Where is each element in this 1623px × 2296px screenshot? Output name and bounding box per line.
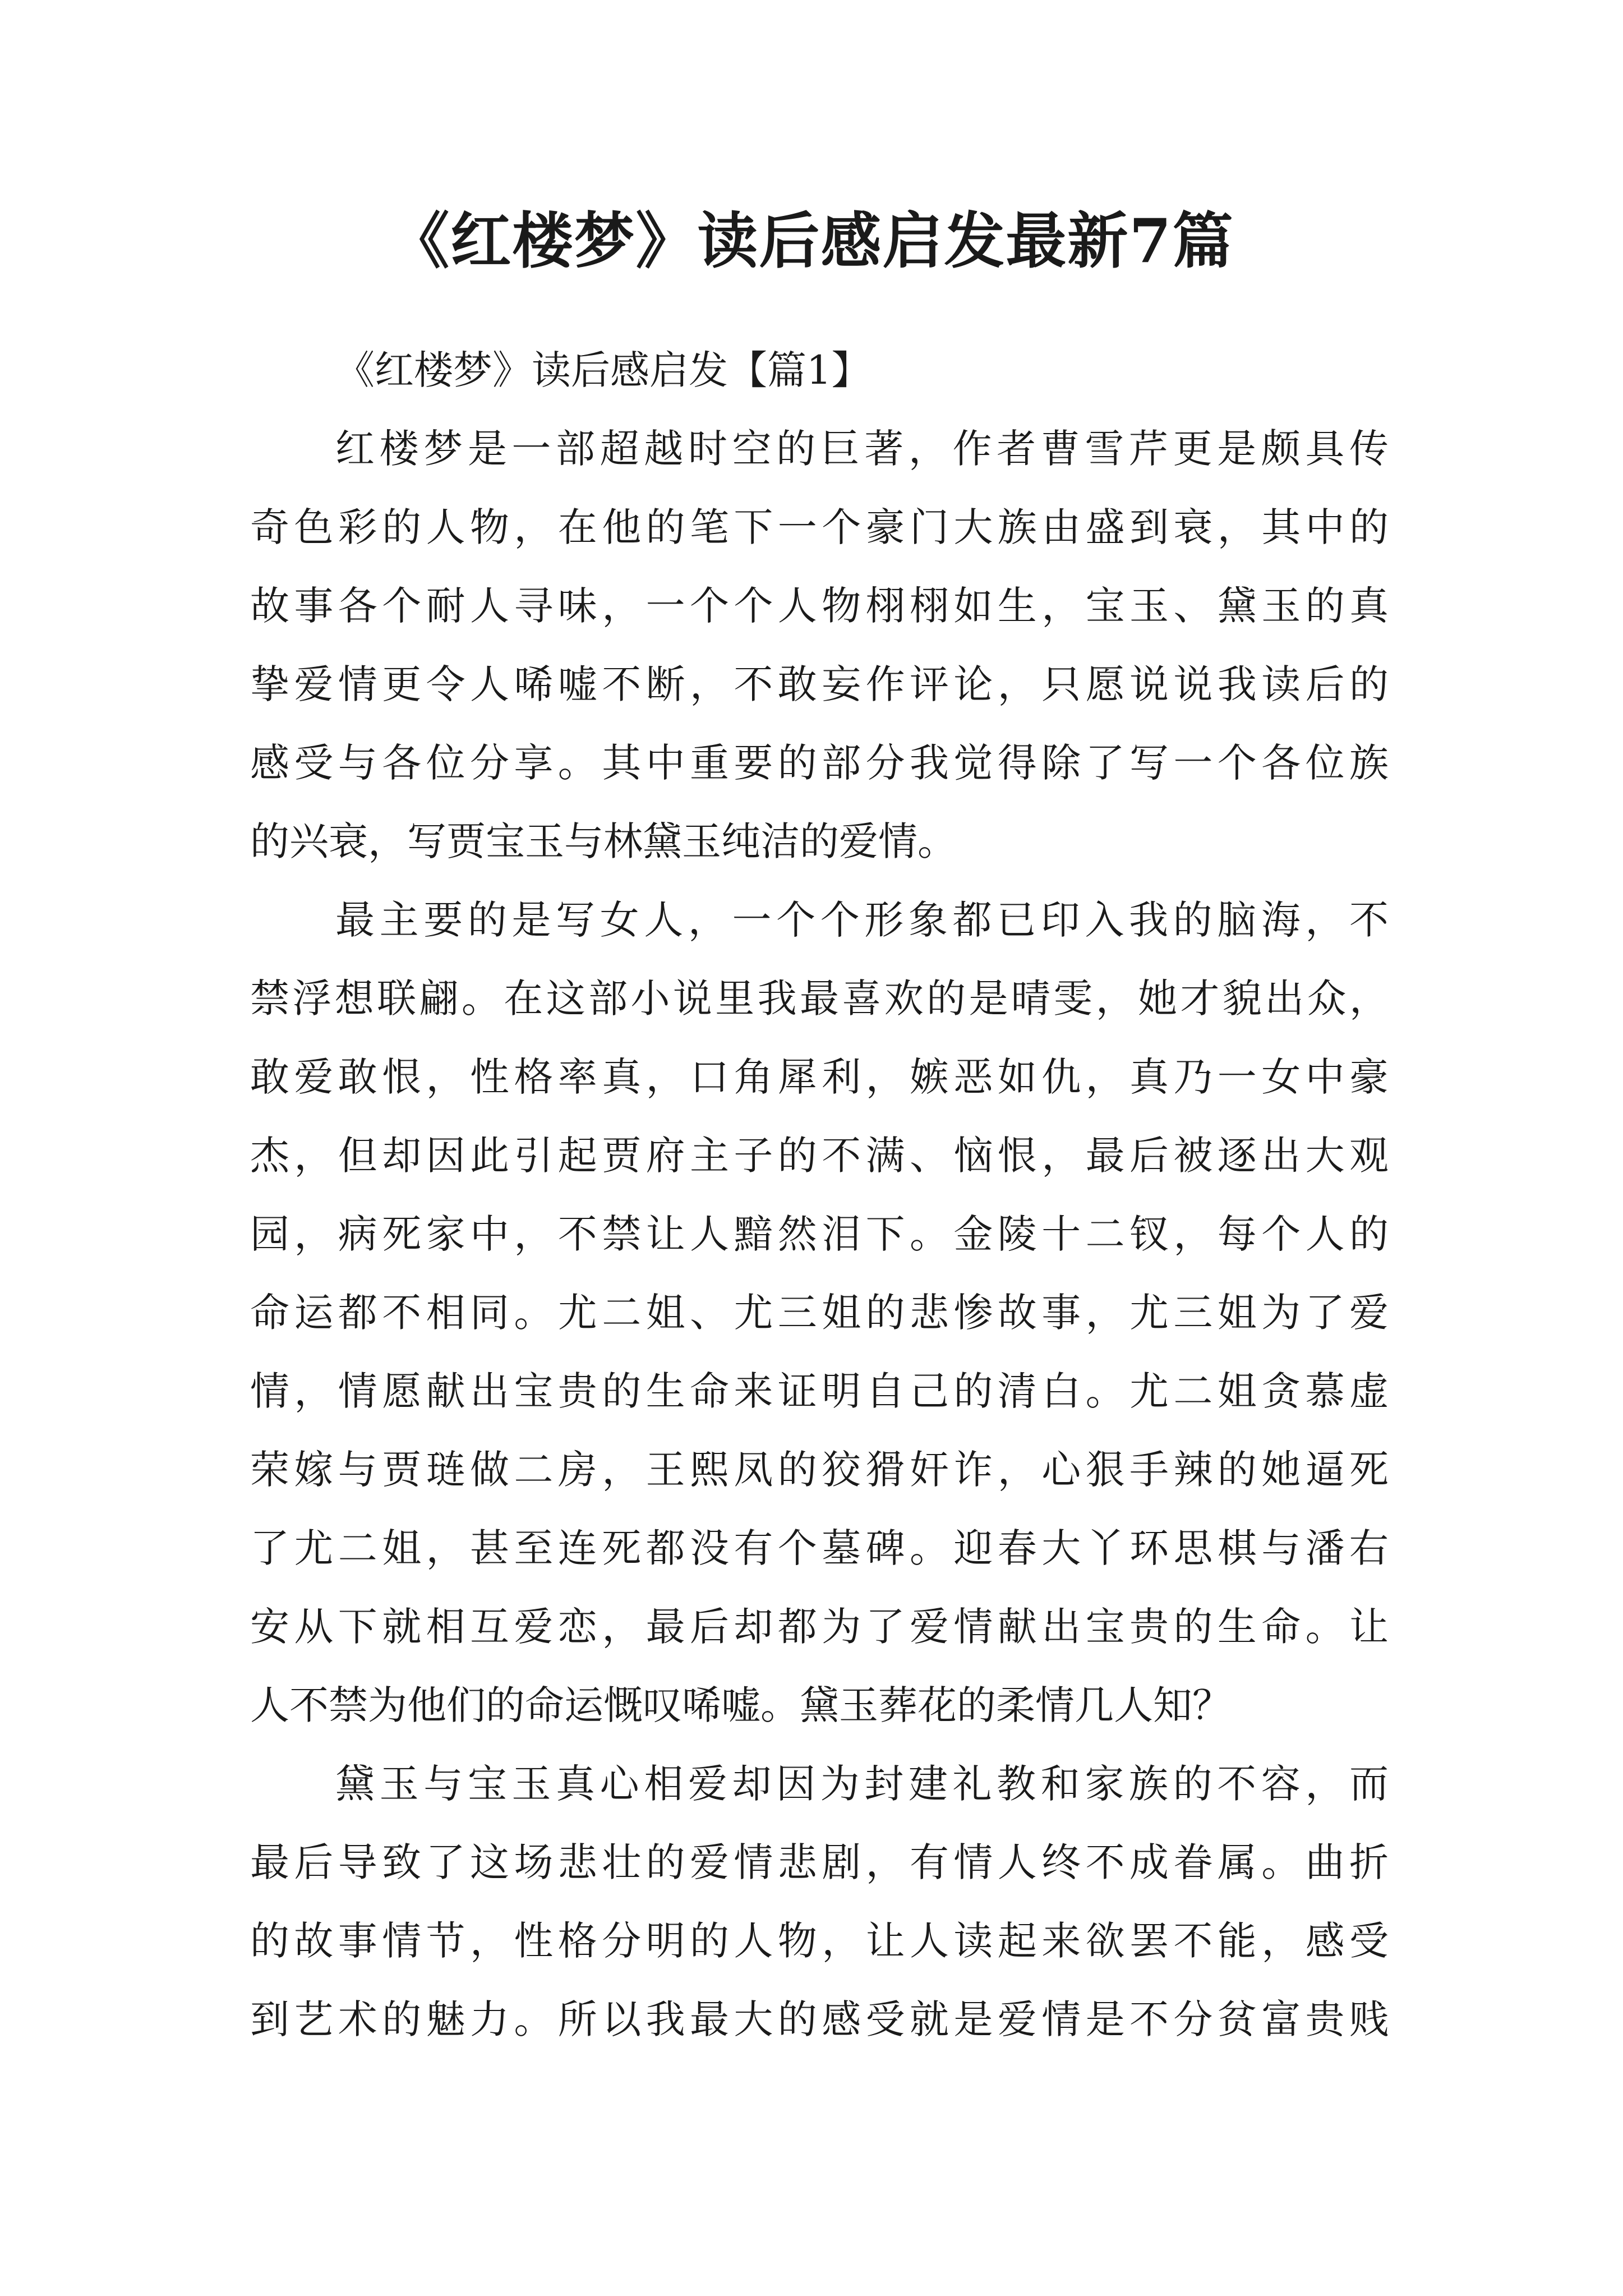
paragraph-line: 到艺术的魅力。所以我最大的感受就是爱情是不分贫富贵贱: [250, 1996, 1389, 2042]
paragraph-line: 敢爱敢恨，性格率真，口角犀利，嫉恶如仇，真乃一女中豪: [250, 1054, 1389, 1100]
paragraph-line: 红楼梦是一部超越时空的巨著，作者曹雪芹更是颇具传: [335, 426, 1389, 472]
document-body: [250, 331, 1389, 2059]
paragraph-line: 感受与各位分享。其中重要的部分我觉得除了写一个各位族: [250, 740, 1389, 786]
paragraph-line: 杰，但却因此引起贾府主子的不满、恼恨，最后被逐出大观: [250, 1133, 1389, 1179]
paragraph-line: 人不禁为他们的命运慨叹唏嘘。黛玉葬花的柔情几人知？: [250, 1682, 1232, 1728]
paragraph-line: 安从下就相互爱恋，最后却都为了爱情献出宝贵的生命。让: [250, 1604, 1389, 1650]
paragraph-line: 黛玉与宝玉真心相爱却因为封建礼教和家族的不容，而: [335, 1761, 1389, 1807]
paragraph: [250, 409, 1389, 881]
paragraph: [250, 881, 1389, 1745]
paragraph-line: 命运都不相同。尤二姐、尤三姐的悲惨故事，尤三姐为了爱: [250, 1290, 1389, 1336]
paragraph-line: 挚爱情更令人唏嘘不断，不敢妄作评论，只愿说说我读后的: [250, 661, 1389, 707]
paragraph-line: 最后导致了这场悲壮的爱情悲剧，有情人终不成眷属。曲折: [250, 1839, 1389, 1885]
paragraph-line: 园，病死家中，不禁让人黯然泪下。金陵十二钗，每个人的: [250, 1211, 1389, 1257]
paragraph-line: 故事各个耐人寻味，一个个人物栩栩如生，宝玉、黛玉的真: [250, 583, 1389, 629]
paragraph-line: 禁浮想联翩。在这部小说里我最喜欢的是晴雯，她才貌出众，: [250, 976, 1389, 1022]
paragraph-line: 了尤二姐，甚至连死都没有个墓碑。迎春大丫环思棋与潘右: [250, 1525, 1389, 1571]
section-heading: 《红楼梦》读后感启发【篇1】: [335, 347, 871, 393]
paragraph-line: 的故事情节，性格分明的人物，让人读起来欲罢不能，感受: [250, 1918, 1389, 1964]
paragraph-line: 情，情愿献出宝贵的生命来证明自己的清白。尤二姐贪慕虚: [250, 1368, 1389, 1414]
paragraph-line: 最主要的是写女人，一个个形象都已印入我的脑海，不: [335, 897, 1389, 943]
paragraph-line: 奇色彩的人物，在他的笔下一个豪门大族由盛到衰，其中的: [250, 504, 1389, 550]
paragraph-line: 的兴衰，写贾宝玉与林黛玉纯洁的爱情。: [250, 818, 957, 864]
document-title: 《红楼梦》读后感启发最新7篇: [389, 206, 1234, 277]
paragraph: [250, 1745, 1389, 2059]
paragraph-line: 荣嫁与贾琏做二房，王熙凤的狡猾奸诈，心狠手辣的她逼死: [250, 1447, 1389, 1493]
